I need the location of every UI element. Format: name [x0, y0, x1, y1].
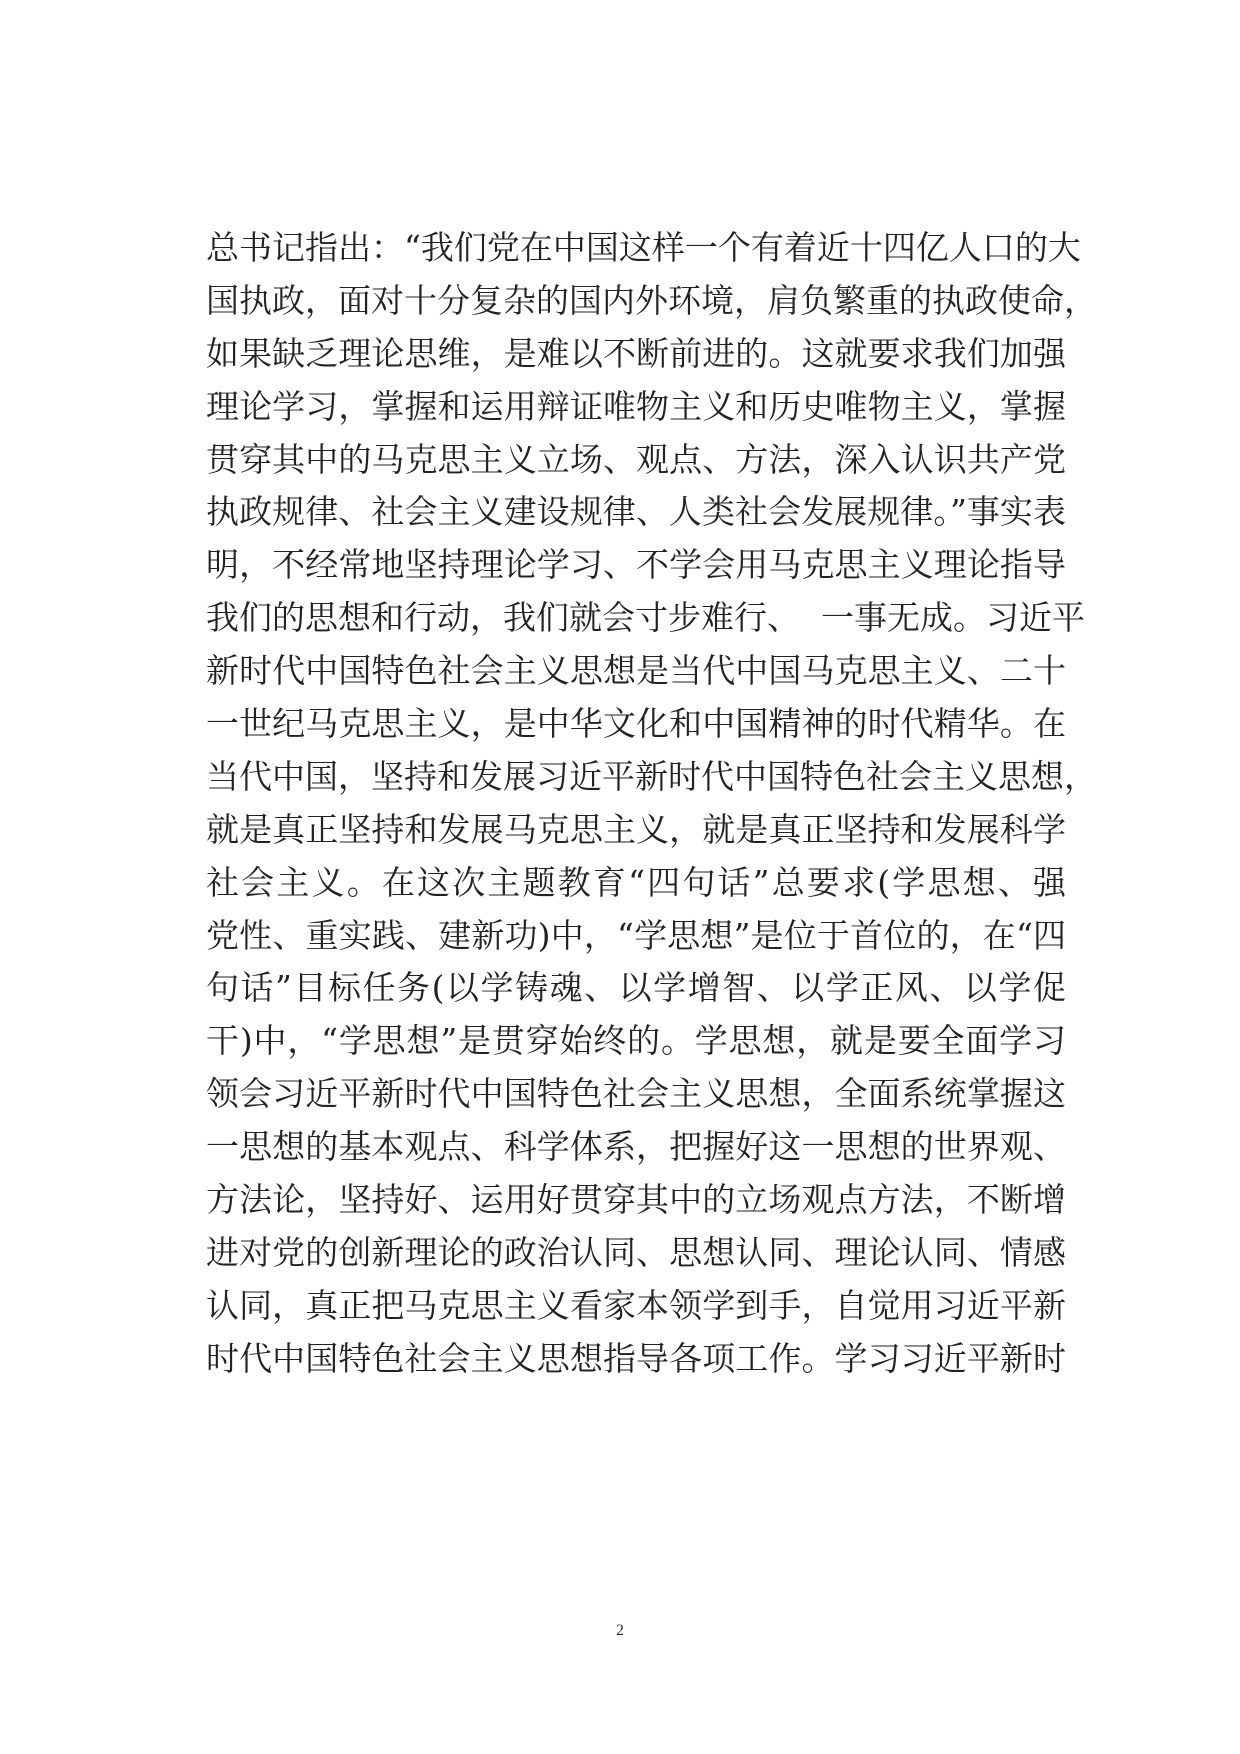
- text-line-5: 贯穿其中的马克思主义立场、观点、方法，深入认识共产党: [206, 439, 1066, 479]
- text-line-10: 一世纪马克思主义，是中华文化和中国精神的时代精华。在: [206, 704, 1066, 744]
- text-line-18: 一思想的基本观点、科学体系，把握好这一思想的世界观、: [206, 1127, 1066, 1167]
- text-line-6: 执政规律、社会主义建设规律、人类社会发展规律。”事实表: [206, 492, 1066, 532]
- text-line-1: 总书记指出：“我们党在中国这样一个有着近十四亿人口的大: [206, 228, 1081, 267]
- text-line-20: 进对党的创新理论的政治认同、思想认同、理论认同、情感: [206, 1232, 1066, 1272]
- body-paragraph: [206, 222, 1097, 1386]
- text-line-17: 领会习近平新时代中国特色社会主义思想，全面系统掌握这: [206, 1074, 1066, 1114]
- text-line-3: 如果缺乏理论思维，是难以不断前进的。这就要求我们加强: [206, 333, 1066, 373]
- text-line-14: 党性、重实践、建新功)中，“学思想”是位于首位的，在“四: [206, 915, 1066, 955]
- page-number: 2: [616, 1622, 624, 1639]
- text-line-12: 就是真正坚持和发展马克思主义，就是真正坚持和发展科学: [206, 809, 1066, 849]
- text-line-2: 国执政，面对十分复杂的国内外环境，肩负繁重的执政使命，: [206, 280, 1097, 320]
- text-line-19: 方法论，坚持好、运用好贯穿其中的立场观点方法，不断增: [206, 1180, 1066, 1220]
- text-line-8: 我们的思想和行动，我们就会寸步难行、 一事无成。习近平: [206, 598, 1085, 638]
- text-line-22: 时代中国特色社会主义思想指导各项工作。学习习近平新时: [206, 1338, 1066, 1378]
- text-line-7: 明，不经常地坚持理论学习、不学会用马克思主义理论指导: [206, 545, 1066, 585]
- text-line-11: 当代中国，坚持和发展习近平新时代中国特色社会主义思想，: [206, 756, 1097, 796]
- text-line-16: 干)中，“学思想”是贯穿始终的。学思想，就是要全面学习: [206, 1021, 1066, 1061]
- text-line-15: 句话”目标任务(以学铸魂、以学增智、以学正风、以学促: [206, 968, 1066, 1008]
- text-line-21: 认同，真正把马克思主义看家本领学到手，自觉用习近平新: [206, 1285, 1066, 1325]
- text-line-13: 社会主义。在这次主题教育“四句话”总要求(学思想、强: [206, 862, 1066, 902]
- text-line-9: 新时代中国特色社会主义思想是当代中国马克思主义、二十: [206, 651, 1066, 691]
- text-line-4: 理论学习，掌握和运用辩证唯物主义和历史唯物主义，掌握: [206, 386, 1066, 426]
